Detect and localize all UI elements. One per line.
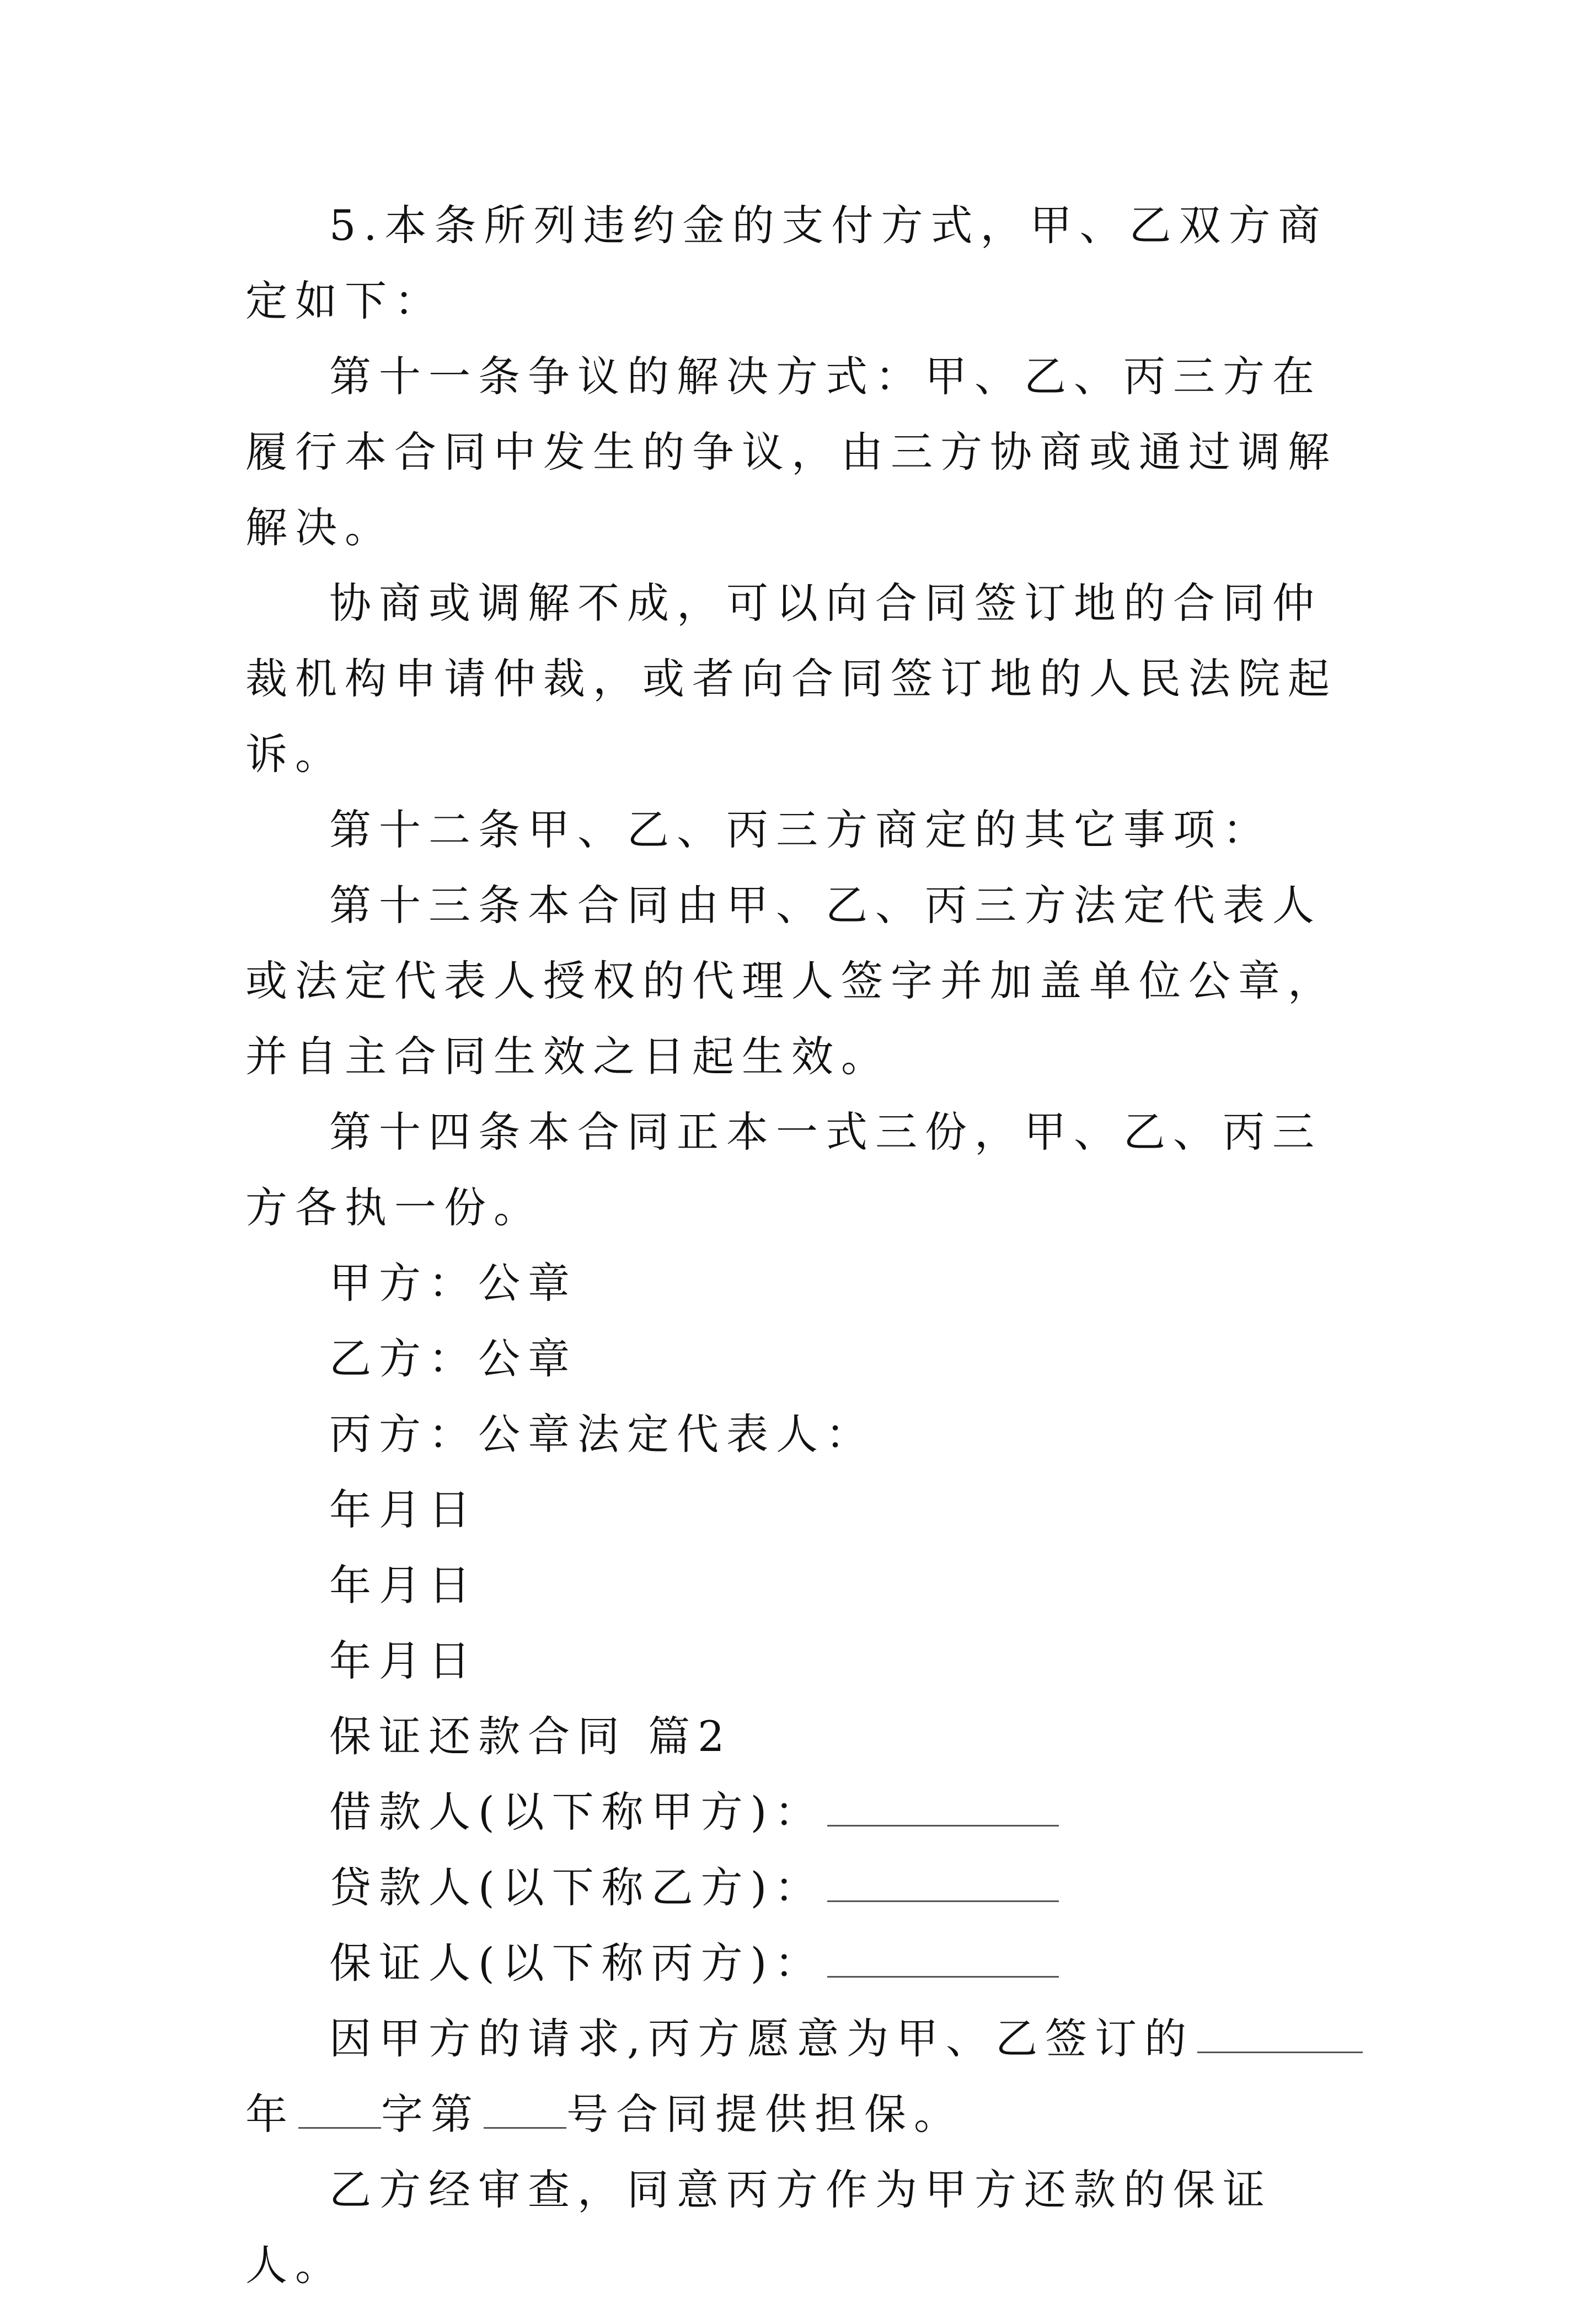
contract-number-blank [484, 2093, 566, 2129]
clause-13-effectiveness: 第十三条本合同由甲、乙、丙三方法定代表人或法定代表人授权的代理人签字并加盖单位公章，并自主合同生效之日起生效。 [245, 881, 1337, 1081]
guarantor-blank [827, 1942, 1059, 1978]
guarantee-word-number: 字第 [381, 2090, 480, 2139]
clause-11-dispute-resolution: 第十一条争议的解决方式：甲、乙、丙三方在履行本合同中发生的争议，由三方协商或通过调解解决。 [245, 352, 1337, 552]
lender-label: 贷款人(以下称乙方)： [329, 1863, 824, 1912]
date-line-b: 年月日 [329, 1561, 478, 1610]
review-approval-paragraph: 乙方经审查，同意丙方作为甲方还款的保证人。 [245, 2165, 1272, 2290]
document-body [245, 188, 1365, 2303]
contract-prefix-blank [298, 2093, 381, 2129]
guarantee-text-end: 号合同提供担保。 [566, 2090, 963, 2139]
guarantee-year-char: 年 [245, 2090, 295, 2139]
arbitration-paragraph: 协商或调解不成，可以向合同签订地的合同仲裁机构申请仲裁，或者向合同签订地的人民法院起诉。 [245, 579, 1337, 779]
date-line-a: 年月日 [329, 1485, 478, 1534]
borrower-label: 借款人(以下称甲方)： [329, 1787, 824, 1836]
guarantor-label: 保证人(以下称丙方)： [329, 1938, 824, 1988]
clause-14-copies: 第十四条本合同正本一式三份，甲、乙、丙三方各执一份。 [245, 1107, 1322, 1232]
party-c-seal-representative: 丙方：公章法定代表人： [329, 1410, 875, 1459]
contract-year-blank [1197, 2017, 1363, 2053]
guarantor-line [245, 1925, 1365, 2001]
party-a-seal: 甲方：公章 [329, 1258, 577, 1308]
date-line-c: 年月日 [329, 1636, 478, 1685]
guarantee-paragraph [245, 2001, 1365, 2152]
contract-section-title: 保证还款合同 篇2 [329, 1712, 732, 1761]
lender-blank [827, 1866, 1059, 1902]
clause-12-other-matters: 第十二条甲、乙、丙三方商定的其它事项： [329, 805, 1272, 854]
clause-5-penalty-payment: 5.本条所列违约金的支付方式，甲、乙双方商定如下： [245, 201, 1328, 325]
guarantee-text-start: 因甲方的请求,丙方愿意为甲、乙签订的 [329, 2014, 1195, 2063]
lender-line [245, 1850, 1365, 1925]
borrower-blank [827, 1791, 1059, 1827]
borrower-line [245, 1774, 1365, 1850]
party-b-seal: 乙方：公章 [329, 1334, 577, 1383]
